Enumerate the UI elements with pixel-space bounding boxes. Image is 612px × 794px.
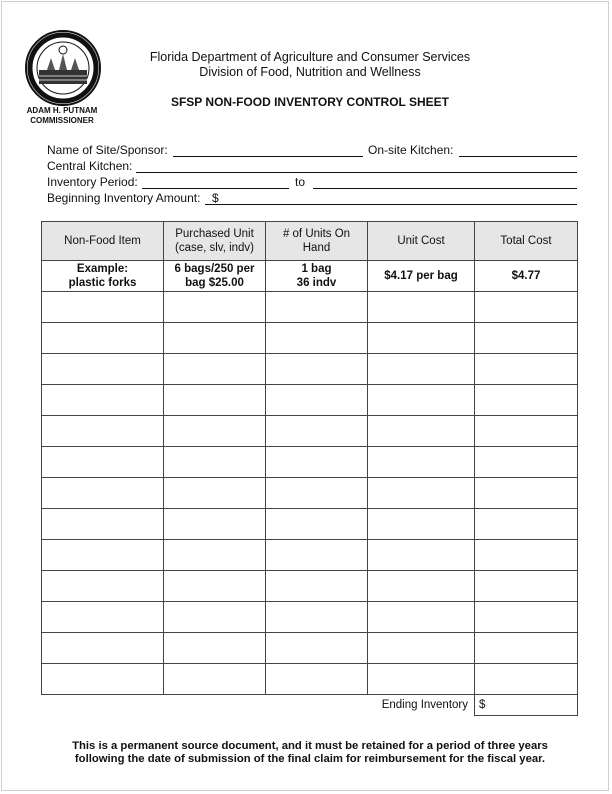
table-row xyxy=(42,571,578,602)
beginning-inventory-field[interactable] xyxy=(205,204,577,205)
table-cell[interactable] xyxy=(475,416,578,447)
to-label: to xyxy=(295,175,306,189)
table-cell[interactable] xyxy=(42,509,164,540)
table-row xyxy=(42,385,578,416)
table-cell[interactable] xyxy=(266,540,368,571)
central-kitchen-label: Central Kitchen: xyxy=(47,159,133,173)
table-cell[interactable] xyxy=(42,664,164,695)
table-cell[interactable] xyxy=(42,602,164,633)
inventory-period-label: Inventory Period: xyxy=(47,175,138,189)
table-row xyxy=(42,323,578,354)
table-cell[interactable] xyxy=(42,385,164,416)
table-cell[interactable] xyxy=(368,509,475,540)
table-cell[interactable] xyxy=(368,571,475,602)
table-cell[interactable] xyxy=(475,354,578,385)
table-cell[interactable] xyxy=(368,416,475,447)
ending-inventory-row xyxy=(42,695,578,716)
table-cell[interactable] xyxy=(266,571,368,602)
table-row xyxy=(42,540,578,571)
table-cell[interactable] xyxy=(266,602,368,633)
inventory-period-end-field[interactable] xyxy=(313,188,577,189)
table-cell[interactable] xyxy=(368,602,475,633)
table-cell[interactable] xyxy=(266,354,368,385)
table-cell[interactable] xyxy=(164,447,266,478)
agency-header xyxy=(130,50,490,80)
table-row xyxy=(42,292,578,323)
ending-inventory-label: Ending Inventory xyxy=(42,695,475,716)
site-sponsor-field[interactable] xyxy=(173,156,363,157)
retention-notice xyxy=(40,740,580,766)
table-cell[interactable] xyxy=(266,478,368,509)
table-cell[interactable] xyxy=(164,478,266,509)
table-row xyxy=(42,602,578,633)
table-cell[interactable] xyxy=(164,416,266,447)
division-name: Division of Food, Nutrition and Wellness xyxy=(199,65,421,79)
table-cell[interactable] xyxy=(368,323,475,354)
table-cell[interactable] xyxy=(164,571,266,602)
table-header-row xyxy=(42,222,578,261)
table-row xyxy=(42,478,578,509)
table-cell[interactable] xyxy=(164,385,266,416)
retention-notice-line2: following the date of submission of the final claim for reimbursement for the fiscal year. xyxy=(74,753,546,765)
commissioner-name: ADAM H. PUTNAM xyxy=(26,106,98,115)
table-cell[interactable] xyxy=(266,664,368,695)
table-cell[interactable] xyxy=(164,292,266,323)
ending-inventory-field[interactable]: $ xyxy=(475,695,578,716)
table-cell[interactable] xyxy=(42,416,164,447)
beginning-inventory-dollar: $ xyxy=(212,191,219,205)
table-cell[interactable] xyxy=(368,447,475,478)
col-header-item: Non-Food Item xyxy=(42,222,164,261)
table-cell[interactable] xyxy=(164,509,266,540)
table-cell[interactable] xyxy=(42,478,164,509)
beginning-inventory-label: Beginning Inventory Amount: xyxy=(47,191,201,205)
table-cell[interactable] xyxy=(368,664,475,695)
commissioner-block xyxy=(12,106,112,126)
col-header-purchased-unit: Purchased Unit (case, slv, indv) xyxy=(164,222,266,261)
table-row xyxy=(42,633,578,664)
table-cell[interactable] xyxy=(266,416,368,447)
table-cell[interactable] xyxy=(475,633,578,664)
table-row xyxy=(42,664,578,695)
table-cell[interactable] xyxy=(368,385,475,416)
table-cell[interactable] xyxy=(475,540,578,571)
table-cell[interactable] xyxy=(368,633,475,664)
table-cell[interactable] xyxy=(42,354,164,385)
table-row xyxy=(42,416,578,447)
table-cell[interactable] xyxy=(266,292,368,323)
seal-icon xyxy=(25,30,101,106)
table-cell[interactable] xyxy=(368,478,475,509)
table-cell[interactable] xyxy=(164,664,266,695)
table-cell[interactable] xyxy=(266,633,368,664)
table-cell[interactable] xyxy=(475,323,578,354)
table-cell[interactable] xyxy=(164,602,266,633)
table-cell[interactable] xyxy=(368,292,475,323)
table-cell[interactable] xyxy=(475,664,578,695)
table-cell[interactable] xyxy=(475,447,578,478)
table-cell[interactable] xyxy=(475,571,578,602)
onsite-kitchen-label: On-site Kitchen: xyxy=(368,143,454,157)
central-kitchen-field[interactable] xyxy=(136,172,577,173)
table-cell[interactable] xyxy=(42,292,164,323)
table-cell[interactable] xyxy=(164,323,266,354)
table-cell[interactable] xyxy=(42,571,164,602)
table-cell[interactable] xyxy=(475,385,578,416)
site-sponsor-label: Name of Site/Sponsor: xyxy=(47,143,168,157)
col-header-total-cost: Total Cost xyxy=(475,222,578,261)
table-row xyxy=(42,509,578,540)
table-cell[interactable] xyxy=(42,323,164,354)
example-units-on-hand: 1 bag 36 indv xyxy=(266,261,368,292)
example-item: Example: plastic forks xyxy=(42,261,164,292)
commissioner-title: COMMISSIONER xyxy=(30,116,94,125)
table-cell[interactable] xyxy=(42,633,164,664)
page-title: SFSP NON-FOOD INVENTORY CONTROL SHEET xyxy=(170,95,450,109)
table-row xyxy=(42,354,578,385)
table-cell[interactable] xyxy=(475,478,578,509)
table-cell[interactable] xyxy=(266,385,368,416)
table-cell[interactable] xyxy=(475,292,578,323)
example-total-cost: $4.77 xyxy=(475,261,578,292)
example-unit-cost: $4.17 per bag xyxy=(368,261,475,292)
table-cell[interactable] xyxy=(266,323,368,354)
example-purchased-unit: 6 bags/250 per bag $25.00 xyxy=(164,261,266,292)
table-cell[interactable] xyxy=(164,633,266,664)
table-cell[interactable] xyxy=(164,540,266,571)
table-cell[interactable] xyxy=(164,354,266,385)
col-header-units-on-hand: # of Units On Hand xyxy=(266,222,368,261)
table-cell[interactable] xyxy=(266,447,368,478)
inventory-table xyxy=(41,221,578,716)
agency-name: Florida Department of Agriculture and Consumer Services xyxy=(149,50,471,64)
table-cell[interactable] xyxy=(266,509,368,540)
table-cell[interactable] xyxy=(475,602,578,633)
col-header-unit-cost: Unit Cost xyxy=(368,222,475,261)
table-cell[interactable] xyxy=(475,509,578,540)
table-cell[interactable] xyxy=(42,447,164,478)
table-row xyxy=(42,447,578,478)
onsite-kitchen-field[interactable] xyxy=(459,156,577,157)
table-cell[interactable] xyxy=(368,540,475,571)
inventory-period-start-field[interactable] xyxy=(142,188,289,189)
retention-notice-line1: This is a permanent source document, and it must be retained for a period of three years xyxy=(72,740,548,752)
table-cell[interactable] xyxy=(42,540,164,571)
example-row xyxy=(42,261,578,292)
table-cell[interactable] xyxy=(368,354,475,385)
